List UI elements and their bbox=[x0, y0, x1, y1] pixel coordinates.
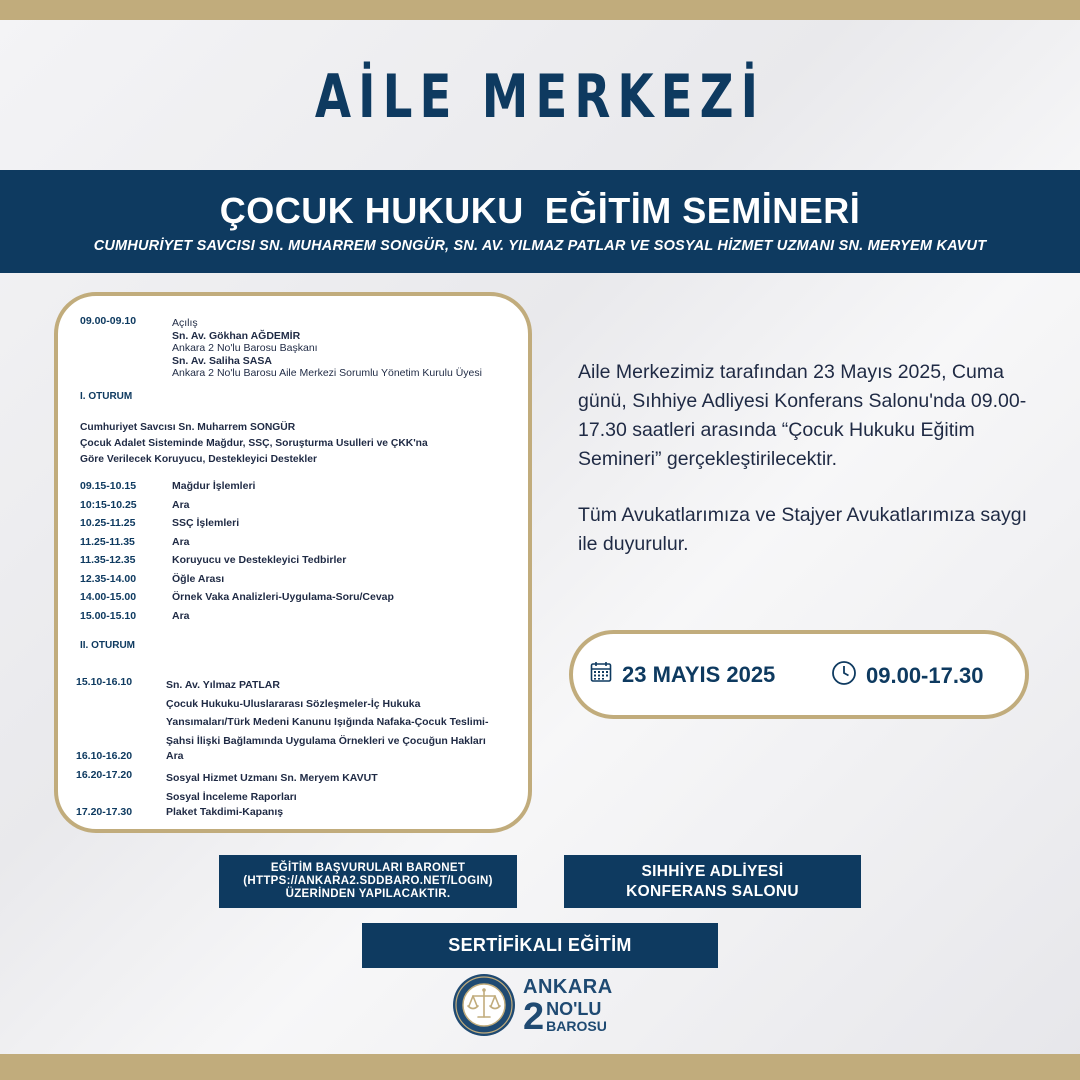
logo-line-3: BAROSU bbox=[546, 1018, 607, 1034]
schedule-time: 11.25-11.35 bbox=[80, 535, 135, 548]
seminar-title: ÇOCUK HUKUKU EĞİTİM SEMİNERİ bbox=[219, 190, 861, 231]
opening-speaker2-role: Ankara 2 No'lu Barosu Aile Merkezi Sorumlu Yönetim Kurulu Üyesi bbox=[172, 367, 482, 379]
top-gold-bar bbox=[0, 0, 1080, 20]
certificate-box: SERTİFİKALI EĞİTİM bbox=[362, 923, 718, 968]
session1-topic-line1: Çocuk Adalet Sisteminde Mağdur, SSÇ, Soruşturma Usulleri ve ÇKK'na bbox=[80, 438, 428, 449]
opening-speaker1-role: Ankara 2 No'lu Barosu Başkanı bbox=[172, 342, 318, 354]
session2-item2-time: 16.10-16.20 bbox=[76, 750, 133, 762]
venue-line-1: SIHHİYE ADLİYESİ bbox=[641, 862, 784, 880]
session2-item4-text: Plaket Takdimi-Kapanış bbox=[166, 806, 284, 818]
schedule-text: Örnek Vaka Analizleri-Uygulama-Soru/Cevap bbox=[172, 591, 394, 603]
session1-topic-line2: Göre Verilecek Koruyucu, Destekleyici Destekler bbox=[80, 454, 317, 465]
schedule-time: 10:15-10.25 bbox=[80, 498, 137, 511]
schedule-text: Ara bbox=[172, 535, 190, 548]
session2-item1-time: 15.10-16.10 bbox=[76, 676, 133, 688]
session1-label: I. OTURUM bbox=[80, 391, 133, 402]
schedule-time: 10.25-11.25 bbox=[80, 517, 136, 529]
session2-item4-time: 17.20-17.30 bbox=[76, 806, 133, 818]
announcement-paragraph-2: Tüm Avukatlarımıza ve Stajyer Avukatlarımıza saygı ile duyurulur. bbox=[578, 504, 1028, 555]
event-date-text: 23 MAYIS 2025 bbox=[622, 661, 776, 687]
session2-item3-speaker: Sosyal Hizmet Uzmanı Sn. Meryem KAVUT bbox=[166, 772, 378, 784]
schedule-text: Ara bbox=[172, 498, 190, 511]
session2-item2-text: Ara bbox=[166, 750, 184, 762]
schedule-text: SSÇ İşlemleri bbox=[172, 517, 240, 529]
opening-time: 09.00-09.10 bbox=[80, 315, 137, 327]
logo-line-2: NO'LU bbox=[546, 999, 602, 1019]
event-date bbox=[589, 660, 775, 689]
session2-item3-block bbox=[166, 769, 378, 806]
session2-item1-block bbox=[166, 676, 488, 751]
session2-item1-line1: Çocuk Hukuku-Uluslararası Sözleşmeler-İç Hukuka bbox=[166, 697, 421, 710]
venue-box bbox=[564, 855, 861, 908]
announcement-paragraph-1: Aile Merkezimiz tarafından 23 Mayıs 2025, Cuma günü, Sıhhiye Adliyesi Konferans Salonu'nda 09.00-17.30 saatleri arasında “Çocuk Hukuku Eğitim Semineri” gerçekleştirilecektir. bbox=[578, 361, 1027, 470]
schedule-text: Ara bbox=[172, 609, 190, 622]
session1-intro bbox=[80, 420, 428, 468]
schedule-time: 11.35-12.35 bbox=[80, 554, 136, 566]
schedule-time: 09.15-10.15 bbox=[80, 480, 137, 492]
event-time bbox=[831, 660, 983, 691]
scales-of-justice-icon bbox=[452, 973, 516, 1037]
schedule-time: 14.00-15.00 bbox=[80, 591, 137, 603]
session2-label: II. OTURUM bbox=[80, 640, 135, 651]
seminar-speakers: CUMHURİYET SAVCISI SN. MUHARREM SONGÜR, SN. AV. YILMAZ PATLAR VE SOSYAL HİZMET UZMANI SN. MERYEM KAVUT bbox=[93, 238, 987, 254]
opening-block bbox=[172, 317, 482, 380]
logo-wordmark bbox=[523, 977, 613, 1036]
seminar-banner bbox=[0, 170, 1080, 273]
session2-item1-line2: Yansımaları/Türk Medeni Kanunu Işığında Nafaka-Çocuk Teslimi- bbox=[166, 716, 489, 729]
application-info-box bbox=[219, 855, 517, 908]
calendar-icon bbox=[589, 660, 613, 689]
schedule-text: Koruyucu ve Destekleyici Tedbirler bbox=[172, 554, 347, 566]
opening-speaker2-name: Sn. Av. Saliha SASA bbox=[172, 354, 272, 367]
schedule-text: Mağdur İşlemleri bbox=[172, 480, 256, 492]
application-line-2: (HTTPS://ANKARA2.SDDBARO.NET/LOGIN) bbox=[243, 875, 493, 887]
program-card bbox=[54, 292, 532, 833]
logo-number: 2 bbox=[523, 996, 545, 1038]
bottom-gold-bar bbox=[0, 1054, 1080, 1080]
page-title: AİLE MERKEZİ bbox=[314, 62, 766, 132]
session2-item3-topic: Sosyal İnceleme Raporları bbox=[166, 790, 297, 803]
application-line-1: EĞİTİM BAŞVURULARI BARONET bbox=[270, 862, 466, 874]
schedule-text: Öğle Arası bbox=[172, 572, 225, 585]
opening-speaker1-name: Sn. Av. Gökhan AĞDEMİR bbox=[172, 329, 301, 342]
event-time-text: 09.00-17.30 bbox=[866, 662, 984, 688]
announcement-text bbox=[578, 358, 1038, 559]
opening-label: Açılış bbox=[172, 317, 198, 329]
date-time-pill bbox=[569, 630, 1029, 719]
venue-line-2: KONFERANS SALONU bbox=[626, 882, 799, 900]
application-line-3: ÜZERİNDEN YAPILACAKTIR. bbox=[285, 888, 451, 900]
session2-item3-time: 16.20-17.20 bbox=[76, 769, 133, 781]
schedule-time: 15.00-15.10 bbox=[80, 609, 137, 622]
clock-icon bbox=[831, 660, 857, 691]
logo-line-1: ANKARA bbox=[523, 976, 613, 998]
schedule-time: 12.35-14.00 bbox=[80, 572, 137, 585]
logo-number-row bbox=[523, 998, 613, 1036]
session2-item1-speaker: Sn. Av. Yılmaz PATLAR bbox=[166, 679, 280, 691]
session1-speaker: Cumhuriyet Savcısı Sn. Muharrem SONGÜR bbox=[80, 422, 296, 433]
session2-item1-line3: Şahsi İlişki Bağlamında Uygulama Örnekleri ve Çocuğun Hakları bbox=[166, 735, 486, 748]
logo-right-stack bbox=[546, 1000, 607, 1034]
bar-association-logo bbox=[452, 973, 632, 1039]
